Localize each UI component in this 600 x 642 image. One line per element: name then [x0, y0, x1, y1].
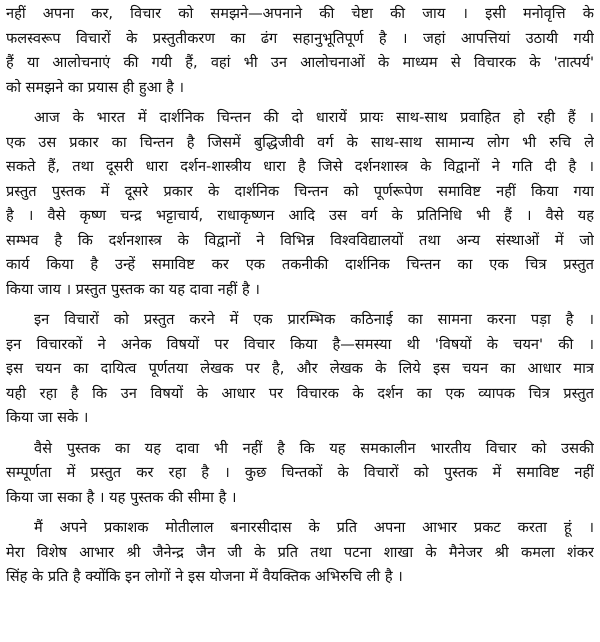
paragraph-3: [6, 308, 594, 431]
text-line: सम्भव है कि दर्शनशास्त्र के विद्वानों ने विभिन्न विश्वविद्यालयों तथा अन्य संस्थाओं में जो: [6, 231, 594, 249]
text-line: नहीं अपना कर, विचार को समझने—अपनाने की चेष्टा की जाय । इसी मनोवृत्ति के: [6, 5, 594, 22]
text-line: को समझने का प्रयास ही हुआ है ।: [6, 78, 185, 96]
text-line: इन विचारों को प्रस्तुत करने में एक प्रारम्भिक कठिनाई का सामना करना पड़ा है ।: [34, 311, 594, 328]
text-line: किया जा सका है । यह पुस्तक की सीमा है ।: [6, 488, 237, 506]
text-line: किया जाय । प्रस्तुत पुस्तक का यह दावा नहीं है ।: [6, 280, 260, 298]
text-line: सिंह के प्रति है क्योंकि इन लोगों ने इस योजना में वैयक्तिक अभिरुचि ली है ।: [6, 568, 403, 585]
text-line: वैसे पुस्तक का यह दावा भी नहीं है कि यह समकालीन भारतीय विचार को उसकी: [34, 439, 594, 457]
text-line: फलस्वरूप विचारों के प्रस्तुतीकरण का ढंग सहानुभूतिपूर्ण है । जहां आपत्तियां उठायी गयी: [6, 29, 594, 47]
text-line: हैं या आलोचनाएं की गयी हैं, वहां भी उन आलोचनाओं के माध्यम से विचारक के 'तात्पर्य': [6, 54, 594, 71]
paragraph-2: [6, 106, 594, 302]
text-line: आज के भारत में दार्शनिक चिन्तन की दो धारायें प्रायः साथ-साथ प्रवाहित हो रही हैं ।: [34, 109, 594, 126]
text-line: प्रस्तुत पुस्तक में दूसरे प्रकार के दार्शनिक चिन्तन को पूर्णरूपेण समाविष्ट नहीं किया गया: [6, 182, 594, 200]
text-line: इस चयन का दायित्व पूर्णतया लेखक पर है, और लेखक के लिये इस चयन का आधार मात्र: [6, 360, 594, 377]
paragraph-1: [6, 2, 594, 100]
text-line: एक उस प्रकार का चिन्तन है जिसमें बुद्धिजीवी वर्ग के साथ-साथ सामान्य लोग भी रुचि ले: [6, 133, 594, 151]
text-line: सकते हैं, तथा दूसरी धारा दर्शन-शास्त्रीय धारा है जिसे दर्शनशास्त्र के विद्वानों ने गति दी है ।: [6, 158, 594, 175]
text-line: कार्य किया है उन्हें समाविष्ट कर एक तकनीकी दार्शनिक चिन्तन का एक चित्र प्रस्तुत: [6, 256, 594, 273]
text-line: मेरा विशेष आभार श्री जैनेन्द्र जैन जी के प्रति तथा पटना शाखा के मैनेजर श्री कमला शंकर: [6, 543, 594, 561]
text-line: मैं अपने प्रकाशक मोतीलाल बनारसीदास के प्रति अपना आभार प्रकट करता हूं ।: [34, 519, 594, 536]
text-line: किया जा सके ।: [6, 409, 89, 426]
paragraph-4: [6, 437, 594, 511]
text-line: सम्पूर्णता में प्रस्तुत कर रहा है । कुछ चिन्तकों के विचारों को पुस्तक में समाविष्ट नहीं: [6, 464, 594, 481]
text-line: यही रहा है कि उन विषयों के आधार पर विचारक के दर्शन का एक व्यापक चित्र प्रस्तुत: [6, 384, 594, 402]
text-line: इन विचारकों ने अनेक विषयों पर विचार किया है—समस्या थी 'विषयों के चयन' की ।: [6, 335, 594, 353]
paragraph-5: [6, 516, 594, 590]
text-line: है । वैसे कृष्ण चन्द्र भट्टाचार्य, राधाकृष्णन आदि उस वर्ग के प्रतिनिधि भी हैं । वैसे यह: [6, 207, 594, 224]
